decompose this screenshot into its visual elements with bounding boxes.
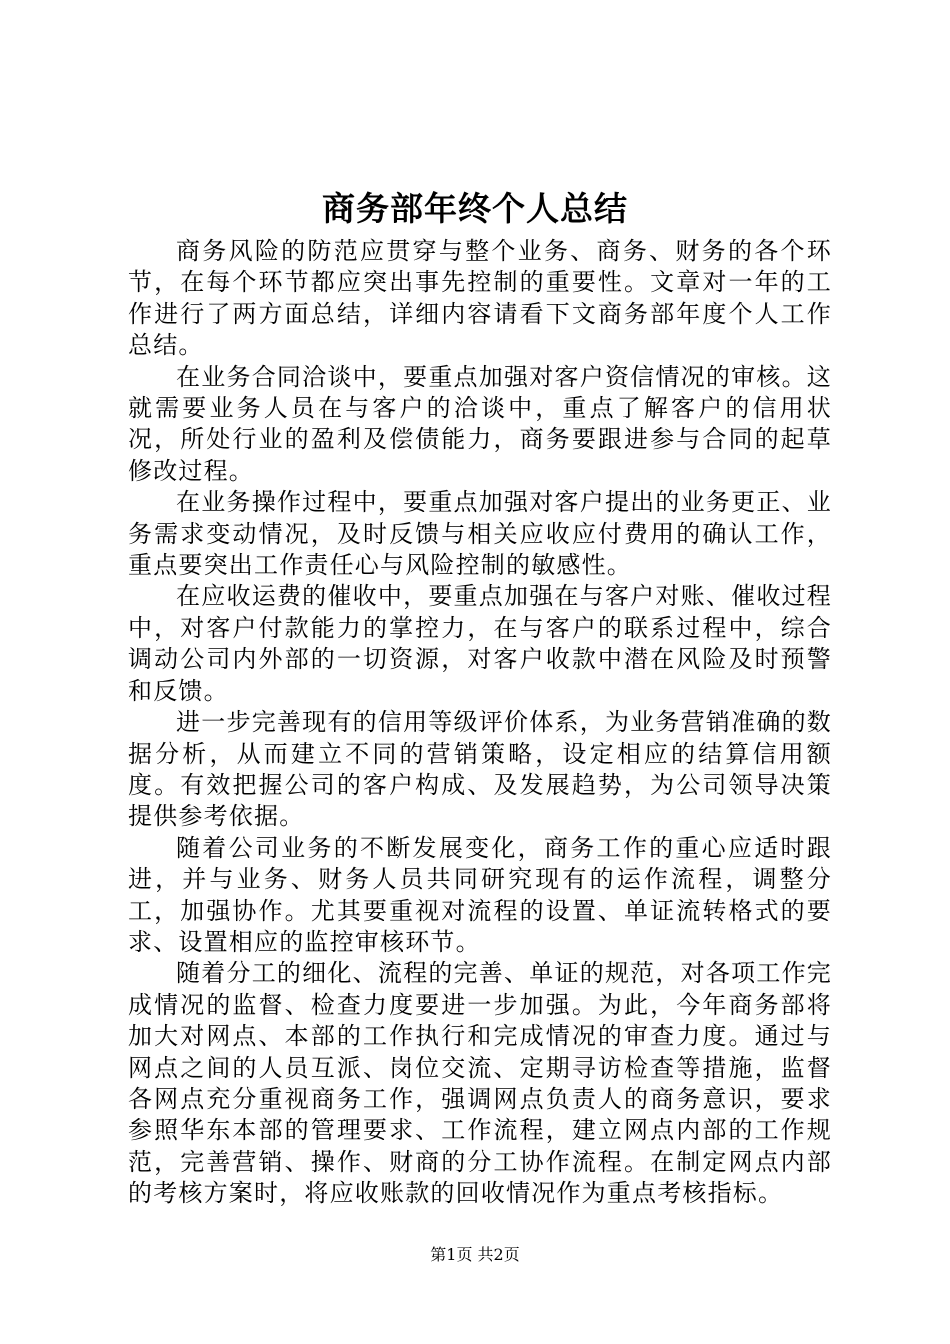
paragraph-business-operation: 在业务操作过程中，要重点加强对客户提出的业务更正、业务需求变动情况，及时反馈与相关应收应付费用的确认工作，重点要突出工作责任心与风险控制的敏感性。 — [128, 488, 832, 580]
paragraph-intro: 商务风险的防范应贯穿与整个业务、商务、财务的各个环节，在每个环节都应突出事先控制的重要性。文章对一年的工作进行了两方面总结，详细内容请看下文商务部年度个人工作总结。 — [128, 237, 832, 360]
paragraph-credit-rating: 进一步完善现有的信用等级评价体系，为业务营销准确的数据分析，从而建立不同的营销策略，设定相应的结算信用额度。有效把握公司的客户构成、及发展趋势，为公司领导决策提供参考依据。 — [128, 708, 832, 831]
paragraph-workflow: 随着公司业务的不断发展变化，商务工作的重心应适时跟进，并与业务、财务人员共同研究现有的运作流程，调整分工，加强协作。尤其要重视对流程的设置、单证流转格式的要求、设置相应的监控审核环节。 — [128, 833, 832, 956]
page-footer: 第1页 共2页 — [430, 1245, 520, 1264]
document-title: 商务部年终个人总结 — [322, 189, 628, 228]
document-body — [128, 236, 832, 1210]
paragraph-supervision: 随着分工的细化、流程的完善、单证的规范，对各项工作完成情况的监督、检查力度要进一步加强。为此，今年商务部将加大对网点、本部的工作执行和完成情况的审查力度。通过与网点之间的人员互派、岗位交流、定期寻访检查等措施，监督各网点充分重视商务工作，强调网点负责人的商务意识，要求参照华东本部的管理要求、工作流程，建立网点内部的工作规范，完善营销、操作、财商的分工协作流程。在制定网点内部的考核方案时，将应收账款的回收情况作为重点考核指标。 — [128, 959, 832, 1208]
paragraph-freight-collection: 在应收运费的催收中，要重点加强在与客户对账、催收过程中，对客户付款能力的掌控力，在与客户的联系过程中，综合调动公司内外部的一切资源，对客户收款中潜在风险及时预警和反馈。 — [128, 582, 832, 705]
paragraph-contract-negotiation: 在业务合同洽谈中，要重点加强对客户资信情况的审核。这就需要业务人员在与客户的洽谈中，重点了解客户的信用状况，所处行业的盈利及偿债能力，商务要跟进参与合同的起草修改过程。 — [128, 362, 832, 485]
